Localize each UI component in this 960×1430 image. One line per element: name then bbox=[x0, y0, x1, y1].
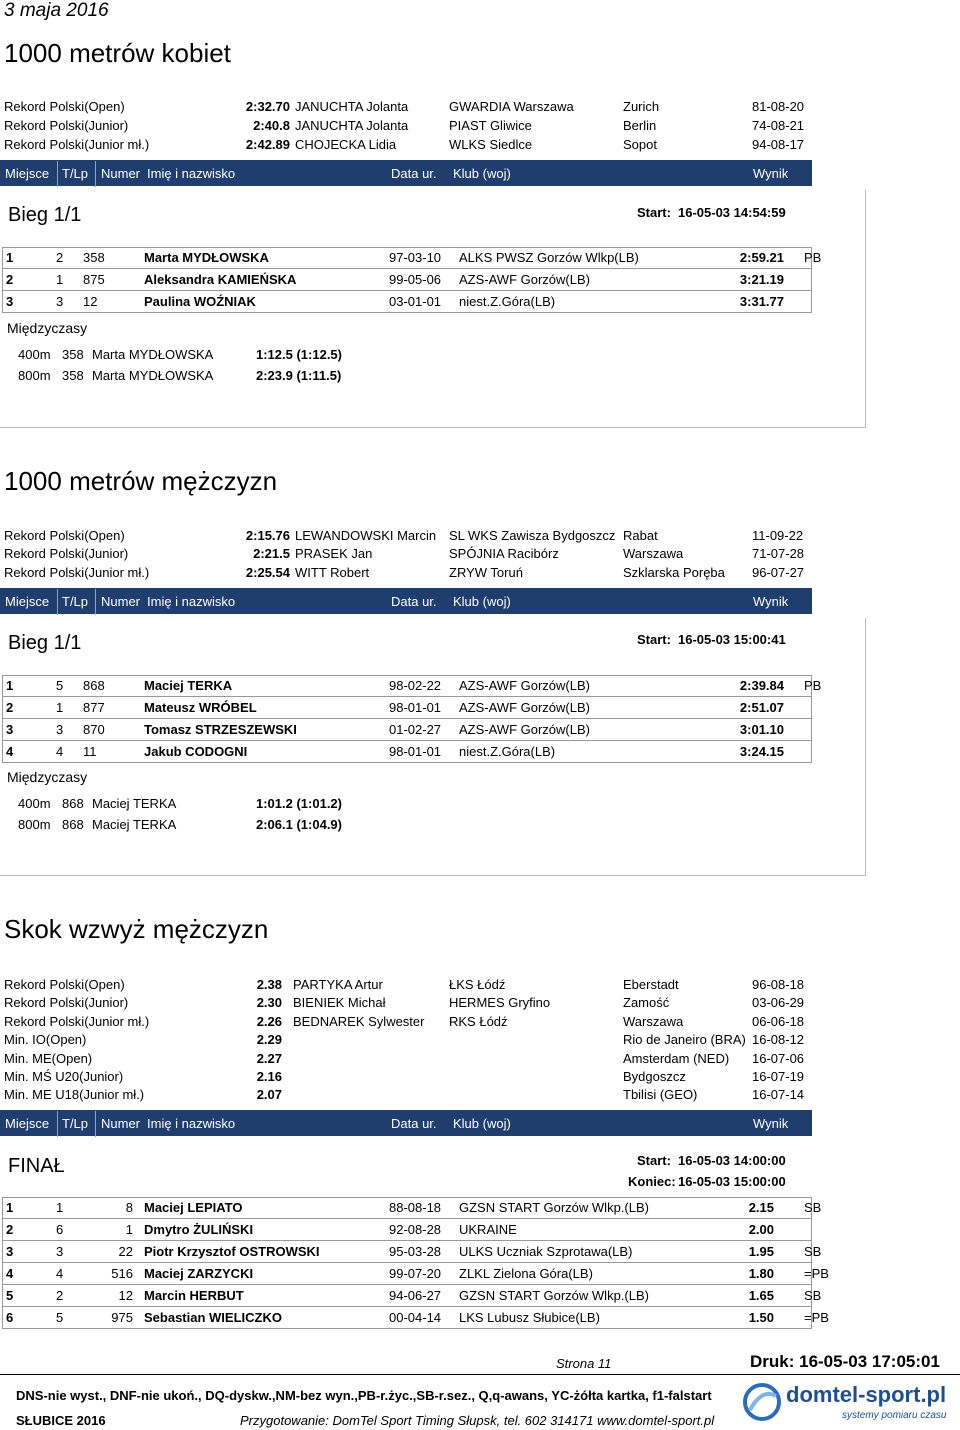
result-dob: 99-05-06 bbox=[389, 272, 442, 287]
result-lane: 1 bbox=[56, 272, 64, 287]
heat-title: FINAŁ bbox=[8, 1155, 65, 1177]
record-club: GWARDIA Warszawa bbox=[449, 99, 574, 114]
result-name: Maciej TERKA bbox=[144, 678, 233, 693]
result-name: Paulina WOŹNIAK bbox=[144, 294, 256, 309]
record-name: JANUCHTA Jolanta bbox=[295, 118, 409, 133]
result-num: 12 bbox=[83, 294, 98, 309]
record-label: Rekord Polski(Junior) bbox=[4, 118, 129, 133]
logo-subtext: systemy pomiaru czasu bbox=[842, 1410, 947, 1421]
split-name: Marta MYDŁOWSKA bbox=[92, 347, 214, 362]
result-num: 358 bbox=[83, 250, 105, 265]
result-dob: 98-01-01 bbox=[389, 700, 442, 715]
record-date: 81-08-20 bbox=[752, 99, 805, 114]
record-club: RKS Łódź bbox=[449, 1014, 508, 1029]
result-value: 3:21.19 bbox=[739, 272, 784, 287]
result-value: 3:24.15 bbox=[739, 744, 784, 759]
record-place: Warszawa bbox=[623, 546, 684, 561]
result-value: 2.15 bbox=[748, 1200, 774, 1215]
result-value: 1.65 bbox=[748, 1288, 774, 1303]
result-dob: 01-02-27 bbox=[389, 722, 442, 737]
result-lane: 3 bbox=[56, 294, 64, 309]
record-date: 96-08-18 bbox=[752, 977, 805, 992]
result-value: 2:39.84 bbox=[739, 678, 784, 693]
start-label: Start: bbox=[637, 632, 671, 647]
record-date: 96-07-27 bbox=[752, 565, 805, 580]
result-pos: 2 bbox=[6, 272, 14, 287]
result-num: 12 bbox=[118, 1288, 133, 1303]
result-num: 11 bbox=[83, 744, 97, 759]
split-name: Maciej TERKA bbox=[92, 817, 177, 832]
split-dist: 800m bbox=[18, 817, 51, 832]
record-label: Min. ME U18(Junior mł.) bbox=[4, 1087, 145, 1102]
result-num: 875 bbox=[83, 272, 105, 287]
record-label: Rekord Polski(Junior mł.) bbox=[4, 137, 150, 152]
header-wynik: Wynik bbox=[753, 594, 789, 609]
header-klub: Klub (woj) bbox=[453, 166, 511, 181]
result-note: PB bbox=[804, 250, 822, 265]
result-num: 877 bbox=[83, 700, 105, 715]
record-result: 2:21.5 bbox=[253, 546, 290, 561]
result-num: 1 bbox=[125, 1222, 133, 1237]
result-name: Dmytro ŻULIŃSKI bbox=[144, 1222, 254, 1237]
record-label: Rekord Polski(Junior mł.) bbox=[4, 1014, 150, 1029]
table-header-bar bbox=[0, 588, 812, 614]
result-club: GZSN START Gorzów Wlkp.(LB) bbox=[459, 1288, 649, 1303]
record-label: Min. MŚ U20(Junior) bbox=[4, 1069, 124, 1084]
table-row bbox=[2, 1219, 812, 1241]
record-place: Warszawa bbox=[623, 1014, 684, 1029]
page-number: Strona 11 bbox=[556, 1356, 612, 1371]
result-club: UKRAINE bbox=[459, 1222, 517, 1237]
result-lane: 2 bbox=[56, 1288, 64, 1303]
result-club: ULKS Uczniak Szprotawa(LB) bbox=[459, 1244, 633, 1259]
result-lane: 4 bbox=[56, 744, 64, 759]
start-time: 16-05-03 15:00:41 bbox=[678, 632, 786, 647]
record-result: 2:40.8 bbox=[253, 118, 290, 133]
result-dob: 98-02-22 bbox=[389, 678, 442, 693]
result-num: 870 bbox=[83, 722, 105, 737]
record-date: 74-08-21 bbox=[752, 118, 805, 133]
result-lane: 3 bbox=[56, 1244, 64, 1259]
split-name: Marta MYDŁOWSKA bbox=[92, 368, 214, 383]
record-place: Tbilisi (GEO) bbox=[623, 1087, 698, 1102]
result-lane: 5 bbox=[56, 1310, 64, 1325]
result-club: ZLKL Zielona Góra(LB) bbox=[459, 1266, 593, 1281]
heat-title: Bieg 1/1 bbox=[8, 204, 82, 226]
record-place: Amsterdam (NED) bbox=[623, 1051, 730, 1066]
record-date: 71-07-28 bbox=[752, 546, 805, 561]
result-num: 22 bbox=[118, 1244, 133, 1259]
record-name: JANUCHTA Jolanta bbox=[295, 99, 409, 114]
result-note: SB bbox=[804, 1288, 822, 1303]
split-name: Maciej TERKA bbox=[92, 796, 177, 811]
result-pos: 1 bbox=[6, 250, 14, 265]
footer-prep: Przygotowanie: DomTel Sport Timing Słupsk, tel. 602 314171 www.domtel-sport.pl bbox=[240, 1413, 715, 1428]
result-lane: 1 bbox=[56, 700, 64, 715]
header-tlp: T/Lp bbox=[62, 594, 89, 609]
result-club: LKS Lubusz Słubice(LB) bbox=[459, 1310, 600, 1325]
record-result: 2.26 bbox=[256, 1014, 282, 1029]
result-dob: 00-04-14 bbox=[389, 1310, 442, 1325]
record-result: 2:42.89 bbox=[245, 137, 290, 152]
table-row bbox=[2, 1285, 822, 1307]
record-date: 94-08-17 bbox=[752, 137, 805, 152]
result-value: 2.00 bbox=[748, 1222, 774, 1237]
result-name: Mateusz WRÓBEL bbox=[144, 700, 257, 715]
record-date: 16-07-06 bbox=[752, 1051, 805, 1066]
result-num: 8 bbox=[125, 1200, 133, 1215]
result-club: AZS-AWF Gorzów(LB) bbox=[459, 722, 590, 737]
table-row bbox=[2, 719, 812, 741]
record-place: Sopot bbox=[623, 137, 657, 152]
result-lane: 5 bbox=[56, 678, 64, 693]
result-dob: 94-06-27 bbox=[389, 1288, 442, 1303]
logo-text: domtel-sport.pl bbox=[786, 1382, 947, 1407]
results-rows bbox=[2, 675, 822, 763]
result-lane: 3 bbox=[56, 722, 64, 737]
record-label: Rekord Polski(Open) bbox=[4, 99, 125, 114]
split-num: 358 bbox=[62, 368, 84, 383]
header-klub: Klub (woj) bbox=[453, 594, 511, 609]
result-club: niest.Z.Góra(LB) bbox=[459, 294, 556, 309]
print-time: Druk: 16-05-03 17:05:01 bbox=[750, 1352, 940, 1371]
table-row bbox=[2, 1263, 829, 1285]
record-date: 16-08-12 bbox=[752, 1032, 805, 1047]
result-num: 516 bbox=[111, 1266, 133, 1281]
end-label: Koniec: bbox=[628, 1174, 676, 1189]
record-label: Rekord Polski(Open) bbox=[4, 977, 125, 992]
split-dist: 800m bbox=[18, 368, 51, 383]
record-date: 03-06-29 bbox=[752, 995, 805, 1010]
record-label: Rekord Polski(Open) bbox=[4, 528, 125, 543]
heat-title: Bieg 1/1 bbox=[8, 632, 82, 654]
splits-label: Międzyczasy bbox=[7, 769, 88, 785]
result-pos: 3 bbox=[6, 722, 14, 737]
result-dob: 95-03-28 bbox=[389, 1244, 442, 1259]
table-header-bar bbox=[0, 160, 812, 186]
result-note: =PB bbox=[804, 1310, 829, 1325]
record-place: Rabat bbox=[623, 528, 658, 543]
result-dob: 98-01-01 bbox=[389, 744, 442, 759]
result-note: SB bbox=[804, 1244, 822, 1259]
result-name: Tomasz STRZESZEWSKI bbox=[144, 722, 297, 737]
record-club: PIAST Gliwice bbox=[449, 118, 532, 133]
split-time: 2:06.1 (1:04.9) bbox=[256, 817, 342, 832]
result-dob: 97-03-10 bbox=[389, 250, 442, 265]
result-value: 3:01.10 bbox=[739, 722, 784, 737]
table-row bbox=[2, 247, 822, 269]
result-pos: 3 bbox=[6, 1244, 14, 1259]
record-label: Rekord Polski(Junior) bbox=[4, 995, 129, 1010]
record-club: WLKS Siedlce bbox=[449, 137, 533, 152]
result-dob: 88-08-18 bbox=[389, 1200, 442, 1215]
result-lane: 6 bbox=[56, 1222, 64, 1237]
result-club: GZSN START Gorzów Wlkp.(LB) bbox=[459, 1200, 649, 1215]
result-value: 1.95 bbox=[748, 1244, 774, 1259]
result-name: Piotr Krzysztof OSTROWSKI bbox=[144, 1244, 320, 1259]
record-club: SL WKS Zawisza Bydgoszcz bbox=[449, 528, 616, 543]
result-note: =PB bbox=[804, 1266, 829, 1281]
record-place: Bydgoszcz bbox=[623, 1069, 686, 1084]
table-row bbox=[2, 1307, 829, 1329]
result-club: niest.Z.Góra(LB) bbox=[459, 744, 556, 759]
table-row bbox=[2, 269, 812, 291]
record-name: WITT Robert bbox=[295, 565, 370, 580]
result-club: AZS-AWF Gorzów(LB) bbox=[459, 272, 590, 287]
result-pos: 4 bbox=[6, 744, 14, 759]
result-value: 2:59.21 bbox=[739, 250, 784, 265]
footer-divider bbox=[0, 1374, 960, 1375]
record-date: 11-09-22 bbox=[752, 528, 804, 543]
record-place: Berlin bbox=[623, 118, 657, 133]
record-label: Rekord Polski(Junior) bbox=[4, 546, 129, 561]
result-value: 2:51.07 bbox=[739, 700, 784, 715]
event-title: Skok wzwyż mężczyzn bbox=[4, 914, 269, 944]
record-result: 2.30 bbox=[256, 995, 282, 1010]
logo-swirl-icon bbox=[742, 1382, 782, 1422]
record-name: CHOJECKA Lidia bbox=[295, 137, 397, 152]
record-result: 2.29 bbox=[256, 1032, 282, 1047]
table-row bbox=[2, 741, 812, 763]
result-pos: 1 bbox=[6, 678, 14, 693]
result-club: AZS-AWF Gorzów(LB) bbox=[459, 700, 590, 715]
result-value: 3:31.77 bbox=[739, 294, 784, 309]
record-club: ZRYW Toruń bbox=[449, 565, 523, 580]
header-imie: Imię i nazwisko bbox=[147, 594, 236, 609]
record-club: ŁKS Łódź bbox=[449, 977, 506, 992]
record-result: 2.38 bbox=[256, 977, 282, 992]
record-place: Eberstadt bbox=[623, 977, 679, 992]
start-time: 16-05-03 14:00:00 bbox=[678, 1153, 786, 1168]
record-label: Min. IO(Open) bbox=[4, 1032, 87, 1047]
header-tlp: T/Lp bbox=[62, 166, 89, 181]
result-name: Marcin HERBUT bbox=[144, 1288, 244, 1303]
results-rows bbox=[2, 247, 822, 313]
record-name: PRASEK Jan bbox=[295, 546, 373, 561]
page-date: 3 maja 2016 bbox=[4, 0, 109, 21]
start-time: 16-05-03 14:54:59 bbox=[678, 205, 786, 220]
record-date: 16-07-14 bbox=[752, 1087, 805, 1102]
result-name: Maciej ZARZYCKI bbox=[144, 1266, 254, 1281]
result-note: SB bbox=[804, 1200, 822, 1215]
result-name: Jakub CODOGNI bbox=[144, 744, 248, 759]
result-name: Marta MYDŁOWSKA bbox=[144, 250, 269, 265]
result-club: AZS-AWF Gorzów(LB) bbox=[459, 678, 590, 693]
domtel-logo bbox=[742, 1378, 956, 1426]
header-numer: Numer bbox=[101, 594, 141, 609]
record-place: Zamość bbox=[623, 995, 670, 1010]
record-name: LEWANDOWSKI Marcin bbox=[295, 528, 437, 543]
results-rows bbox=[2, 1197, 829, 1329]
record-date: 06-06-18 bbox=[752, 1014, 805, 1029]
record-result: 2.27 bbox=[256, 1051, 282, 1066]
record-place: Rio de Janeiro (BRA) bbox=[623, 1032, 746, 1047]
event-title: 1000 metrów mężczyzn bbox=[4, 466, 278, 496]
record-name: PARTYKA Artur bbox=[293, 977, 383, 992]
result-lane: 2 bbox=[56, 250, 64, 265]
result-dob: 99-07-20 bbox=[389, 1266, 442, 1281]
split-dist: 400m bbox=[18, 796, 51, 811]
split-dist: 400m bbox=[18, 347, 51, 362]
split-num: 358 bbox=[62, 347, 84, 362]
result-lane: 4 bbox=[56, 1266, 64, 1281]
result-name: Aleksandra KAMIEŃSKA bbox=[144, 272, 297, 287]
result-pos: 6 bbox=[6, 1310, 14, 1325]
result-club: ALKS PWSZ Gorzów Wlkp(LB) bbox=[459, 250, 639, 265]
record-club: HERMES Gryfino bbox=[449, 995, 551, 1010]
header-numer: Numer bbox=[101, 166, 141, 181]
header-miejsce: Miejsce bbox=[5, 1116, 50, 1131]
header-data-ur: Data ur. bbox=[391, 594, 437, 609]
table-row bbox=[2, 675, 822, 697]
record-result: 2:15.76 bbox=[245, 528, 290, 543]
split-time: 2:23.9 (1:11.5) bbox=[256, 368, 342, 383]
result-name: Maciej LEPIATO bbox=[144, 1200, 243, 1215]
header-imie: Imię i nazwisko bbox=[147, 1116, 236, 1131]
header-imie: Imię i nazwisko bbox=[147, 166, 236, 181]
split-num: 868 bbox=[62, 817, 84, 832]
result-lane: 1 bbox=[56, 1200, 64, 1215]
record-name: BEDNAREK Sylwester bbox=[293, 1014, 425, 1029]
record-place: Szklarska Poręba bbox=[623, 565, 725, 580]
record-place: Zurich bbox=[623, 99, 660, 114]
header-wynik: Wynik bbox=[753, 166, 789, 181]
split-time: 1:12.5 (1:12.5) bbox=[256, 347, 342, 362]
table-row bbox=[2, 1197, 822, 1219]
table-row bbox=[2, 697, 812, 719]
record-result: 2:32.70 bbox=[245, 99, 290, 114]
header-numer: Numer bbox=[101, 1116, 141, 1131]
result-dob: 03-01-01 bbox=[389, 294, 442, 309]
footer-city: SŁUBICE 2016 bbox=[16, 1413, 106, 1428]
result-pos: 2 bbox=[6, 700, 14, 715]
result-num: 975 bbox=[111, 1310, 133, 1325]
table-row bbox=[2, 291, 812, 313]
record-name: BIENIEK Michał bbox=[293, 995, 386, 1010]
end-time: 16-05-03 15:00:00 bbox=[678, 1174, 786, 1189]
event-title: 1000 metrów kobiet bbox=[4, 38, 231, 68]
record-result: 2.07 bbox=[256, 1087, 282, 1102]
header-klub: Klub (woj) bbox=[453, 1116, 511, 1131]
table-header-bar bbox=[0, 1110, 812, 1136]
record-result: 2:25.54 bbox=[245, 565, 290, 580]
header-wynik: Wynik bbox=[753, 1116, 789, 1131]
header-miejsce: Miejsce bbox=[5, 166, 50, 181]
header-data-ur: Data ur. bbox=[391, 166, 437, 181]
result-dob: 92-08-28 bbox=[389, 1222, 442, 1237]
splits-label: Międzyczasy bbox=[7, 320, 88, 336]
record-club: SPÓJNIA Racibórz bbox=[449, 546, 559, 561]
split-time: 1:01.2 (1:01.2) bbox=[256, 796, 342, 811]
result-pos: 2 bbox=[6, 1222, 14, 1237]
result-pos: 3 bbox=[6, 294, 14, 309]
header-data-ur: Data ur. bbox=[391, 1116, 437, 1131]
split-num: 868 bbox=[62, 796, 84, 811]
record-label: Rekord Polski(Junior mł.) bbox=[4, 565, 150, 580]
result-name: Sebastian WIELICZKO bbox=[144, 1310, 282, 1325]
header-miejsce: Miejsce bbox=[5, 594, 50, 609]
footer-legend: DNS-nie wyst., DNF-nie ukoń., DQ-dyskw.,NM-bez wyn.,PB-r.życ.,SB-r.sez., Q,q-awans, YC-żółta kartka, f1-falstart bbox=[16, 1388, 712, 1403]
result-pos: 1 bbox=[6, 1200, 14, 1215]
result-pos: 4 bbox=[6, 1266, 14, 1281]
record-result: 2.16 bbox=[256, 1069, 282, 1084]
result-note: PB bbox=[804, 678, 822, 693]
start-label: Start: bbox=[637, 205, 671, 220]
start-label: Start: bbox=[637, 1153, 671, 1168]
record-label: Min. ME(Open) bbox=[4, 1051, 93, 1066]
result-num: 868 bbox=[83, 678, 105, 693]
result-value: 1.50 bbox=[748, 1310, 774, 1325]
table-row bbox=[2, 1241, 822, 1263]
result-pos: 5 bbox=[6, 1288, 14, 1303]
record-date: 16-07-19 bbox=[752, 1069, 805, 1084]
header-tlp: T/Lp bbox=[62, 1116, 89, 1131]
result-value: 1.80 bbox=[748, 1266, 774, 1281]
